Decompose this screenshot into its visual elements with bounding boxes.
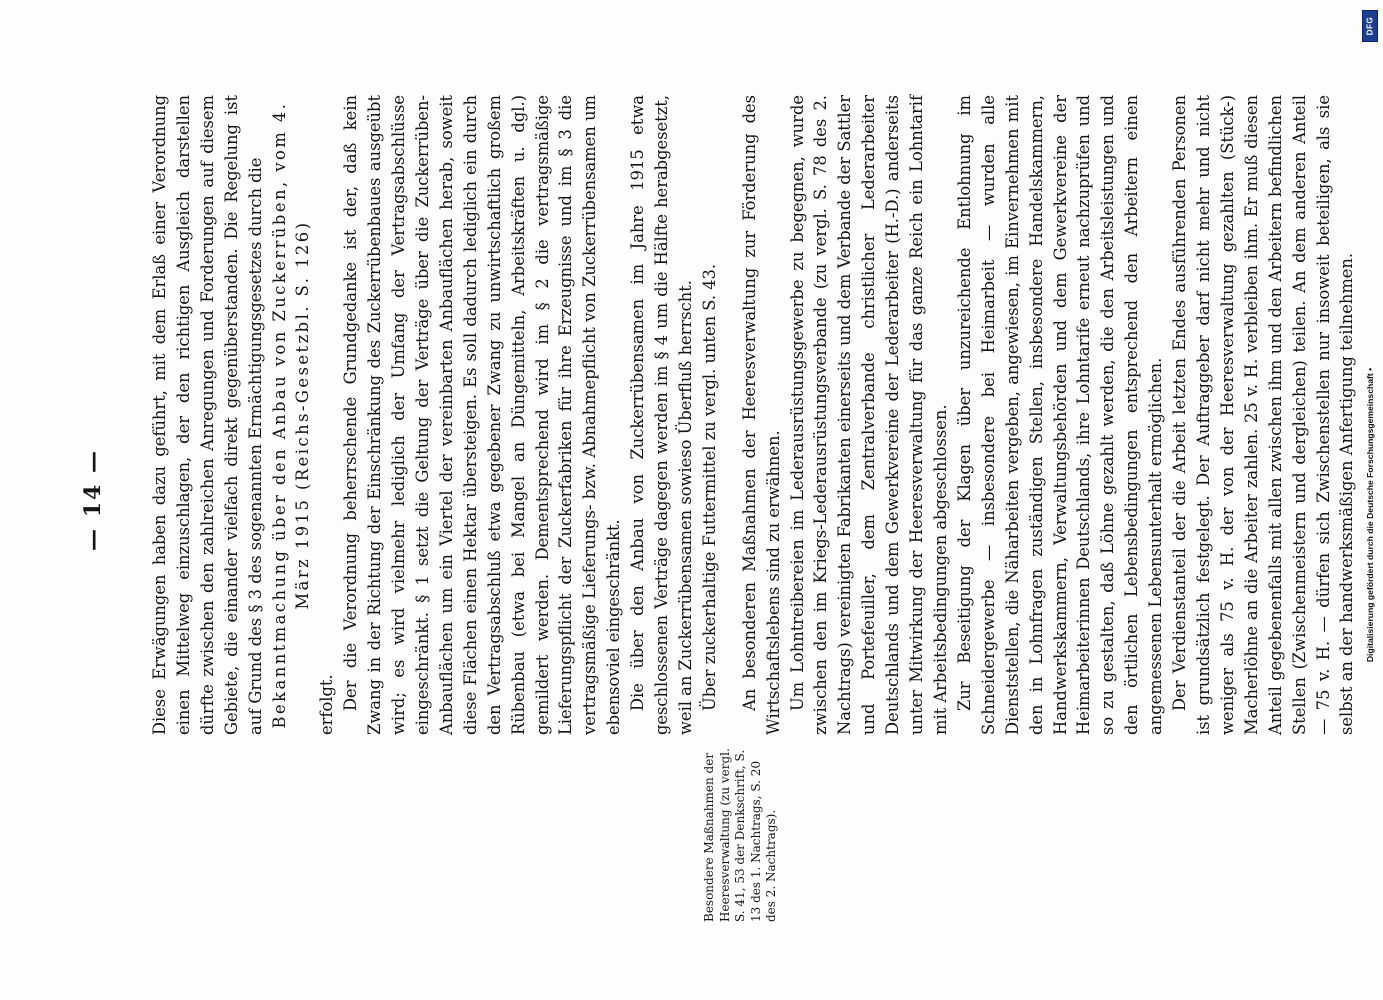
dfg-logo: [1362, 10, 1378, 42]
paragraph: Diese Erwägungen haben dazu geführt, mit dem Erlaß einer Verordnung einen Mittelweg einzuschlagen, der den richtigen Ausgleich darstellen dürfte zwischen den zahlreichen Anregungen und Forderungen auf diesem Gebiete, die einander vielfach direkt gegenüberstanden. Die Regelung ist auf Grund des § 3 des sogenannten Ermächtigungsgesetzes durch die: [150, 95, 265, 735]
paragraph: An besonderen Maßnahmen der Heeresverwaltung zur Förderung des Wirtschaftslebens sind zu erwähnen.: [739, 95, 783, 735]
digitization-text: Digitalisierung gefördert durch die Deutsche Forschungsgemeinschaft •: [1365, 367, 1375, 663]
paragraph: Um Lohntreibereien im Lederausrüstungsgewerbe zu begegnen, wurde zwischen den im Kriegs-Lederausrüstungsverbande (zu vergl. S. 78 des 2. Nachtrags) vereinigten Fabrikanten einerseits und dem Verbande der Sattler und Portefeuiller, dem Zentralverbande christlicher Lederarbeiter Deutschlands und dem Gewerkvereine der Lederarbeiter (H.-D.) anderseits unter Mitwirkung der Heeresverwaltung für das ganze Reich ein Lohntarif mit Arbeitsbedingungen abgeschlossen.: [787, 95, 950, 735]
page-number: — 14 —: [80, 449, 106, 551]
digitization-text-holder: [1362, 50, 1378, 980]
paragraph: Die über den Anbau von Zuckerrübensamen im Jahre 1915 etwa geschlossenen Verträge dagegen werden im § 4 um die Hälfte herabgesetzt, weil an Zuckerrübensamen sowieso Überfluß herrscht.: [628, 95, 695, 735]
paragraph: Über zuckerhaltige Futtermittel zu vergl. unten S. 43.: [699, 263, 719, 711]
dfg-logo-text: DFG: [1365, 16, 1375, 36]
body-text: [148, 95, 1359, 735]
paragraph: erfolgt.: [317, 674, 337, 735]
heading-bekanntmachung: Bekanntmachung über den Anbau von Zuckerrüben, vom 4. März 1915 (Reichs-Gesetzbl. S. 126): [269, 101, 313, 729]
paragraph: Der Verdienstanteil der die Arbeit letzten Endes ausführenden Personen ist grundsätzlich festgelegt. Der Auftraggeber darf nicht mehr und nicht weniger als 75 v. H. der von der Heeresverwaltung gezahlten (Stück-) Macherlöhne an die Arbeiter zahlen. 25 v. H. verbleiben ihm. Er muß diesen Anteil gegebenenfalls mit allen zwischen ihm und den Arbeitern befindlichen Stellen (Zwischenmeistern und dergleichen) teilen. An dem anderen Anteil — 75 v. H. — dürfen sich Zwischenstellen nur insoweit beteiligen, als sie selbst an der handwerksmäßigen Anfertigung teilnehmen.: [1170, 95, 1357, 735]
digitization-notice: [1362, 10, 1378, 980]
paragraph: Der die Verordnung beherrschende Grundgedanke ist der, daß kein Zwang in der Richtung der Einschränkung des Zuckerrübenbaues ausgeübt wird; es wird vielmehr lediglich der Umfang der Vertragsabschlüsse eingeschränkt. § 1 setzt die Geltung der Verträge über die Zuckerrüben-Anbauflächen um ein Viertel der vereinbarten Anbauflächen herab, soweit diese Flächen einen Hektar übersteigen. Es soll dadurch lediglich ein durch den Vertragsabschluß etwa gegebener Zwang zu unwirtschaftlich großem Rübenbau (etwa bei Mangel an Düngemitteln, Arbeitskräften u. dgl.) gemildert werden. Dementsprechend wird im § 2 die vertragsmäßige Lieferungspflicht der Zuckerfabriken für ihre Erzeugnisse und im § 3 die vertragsmäßige Lieferungs- bzw. Abnahmepflicht von Zuckerrübensamen um ebensoviel eingeschränkt.: [341, 95, 624, 735]
margin-note: Besondere Maßnahmen der Heeresverwaltung (zu vergl. S. 41, 53 der Denkschrift, S. 13 des 1. Nachtrags, S. 20 des 2. Nachtrags).: [702, 748, 778, 922]
paragraph: Zur Beseitigung der Klagen über unzureichende Entlohnung im Schneidergewerbe — insbesondere bei Heimarbeit — wurden alle Dienststellen, die Näharbeiten vergeben, angewiesen, im Einvernehmen mit den in Lohnfragen zuständigen Stellen, insbesondere Handelskammern, Handwerkskammern, Verwaltungsbehörden und dem Gewerkvereine der Heimarbeiterinnen Deutschlands, ihre Lohntarife erneut nachzuprüfen und so zu gestalten, daß Löhne gezahlt werden, die den Arbeitsleistungen und den örtlichen Lebensbedingungen entsprechend den Arbeitern einen angemessenen Lebensunterhalt ermöglichen.: [954, 95, 1166, 735]
section-gap: [722, 95, 738, 735]
